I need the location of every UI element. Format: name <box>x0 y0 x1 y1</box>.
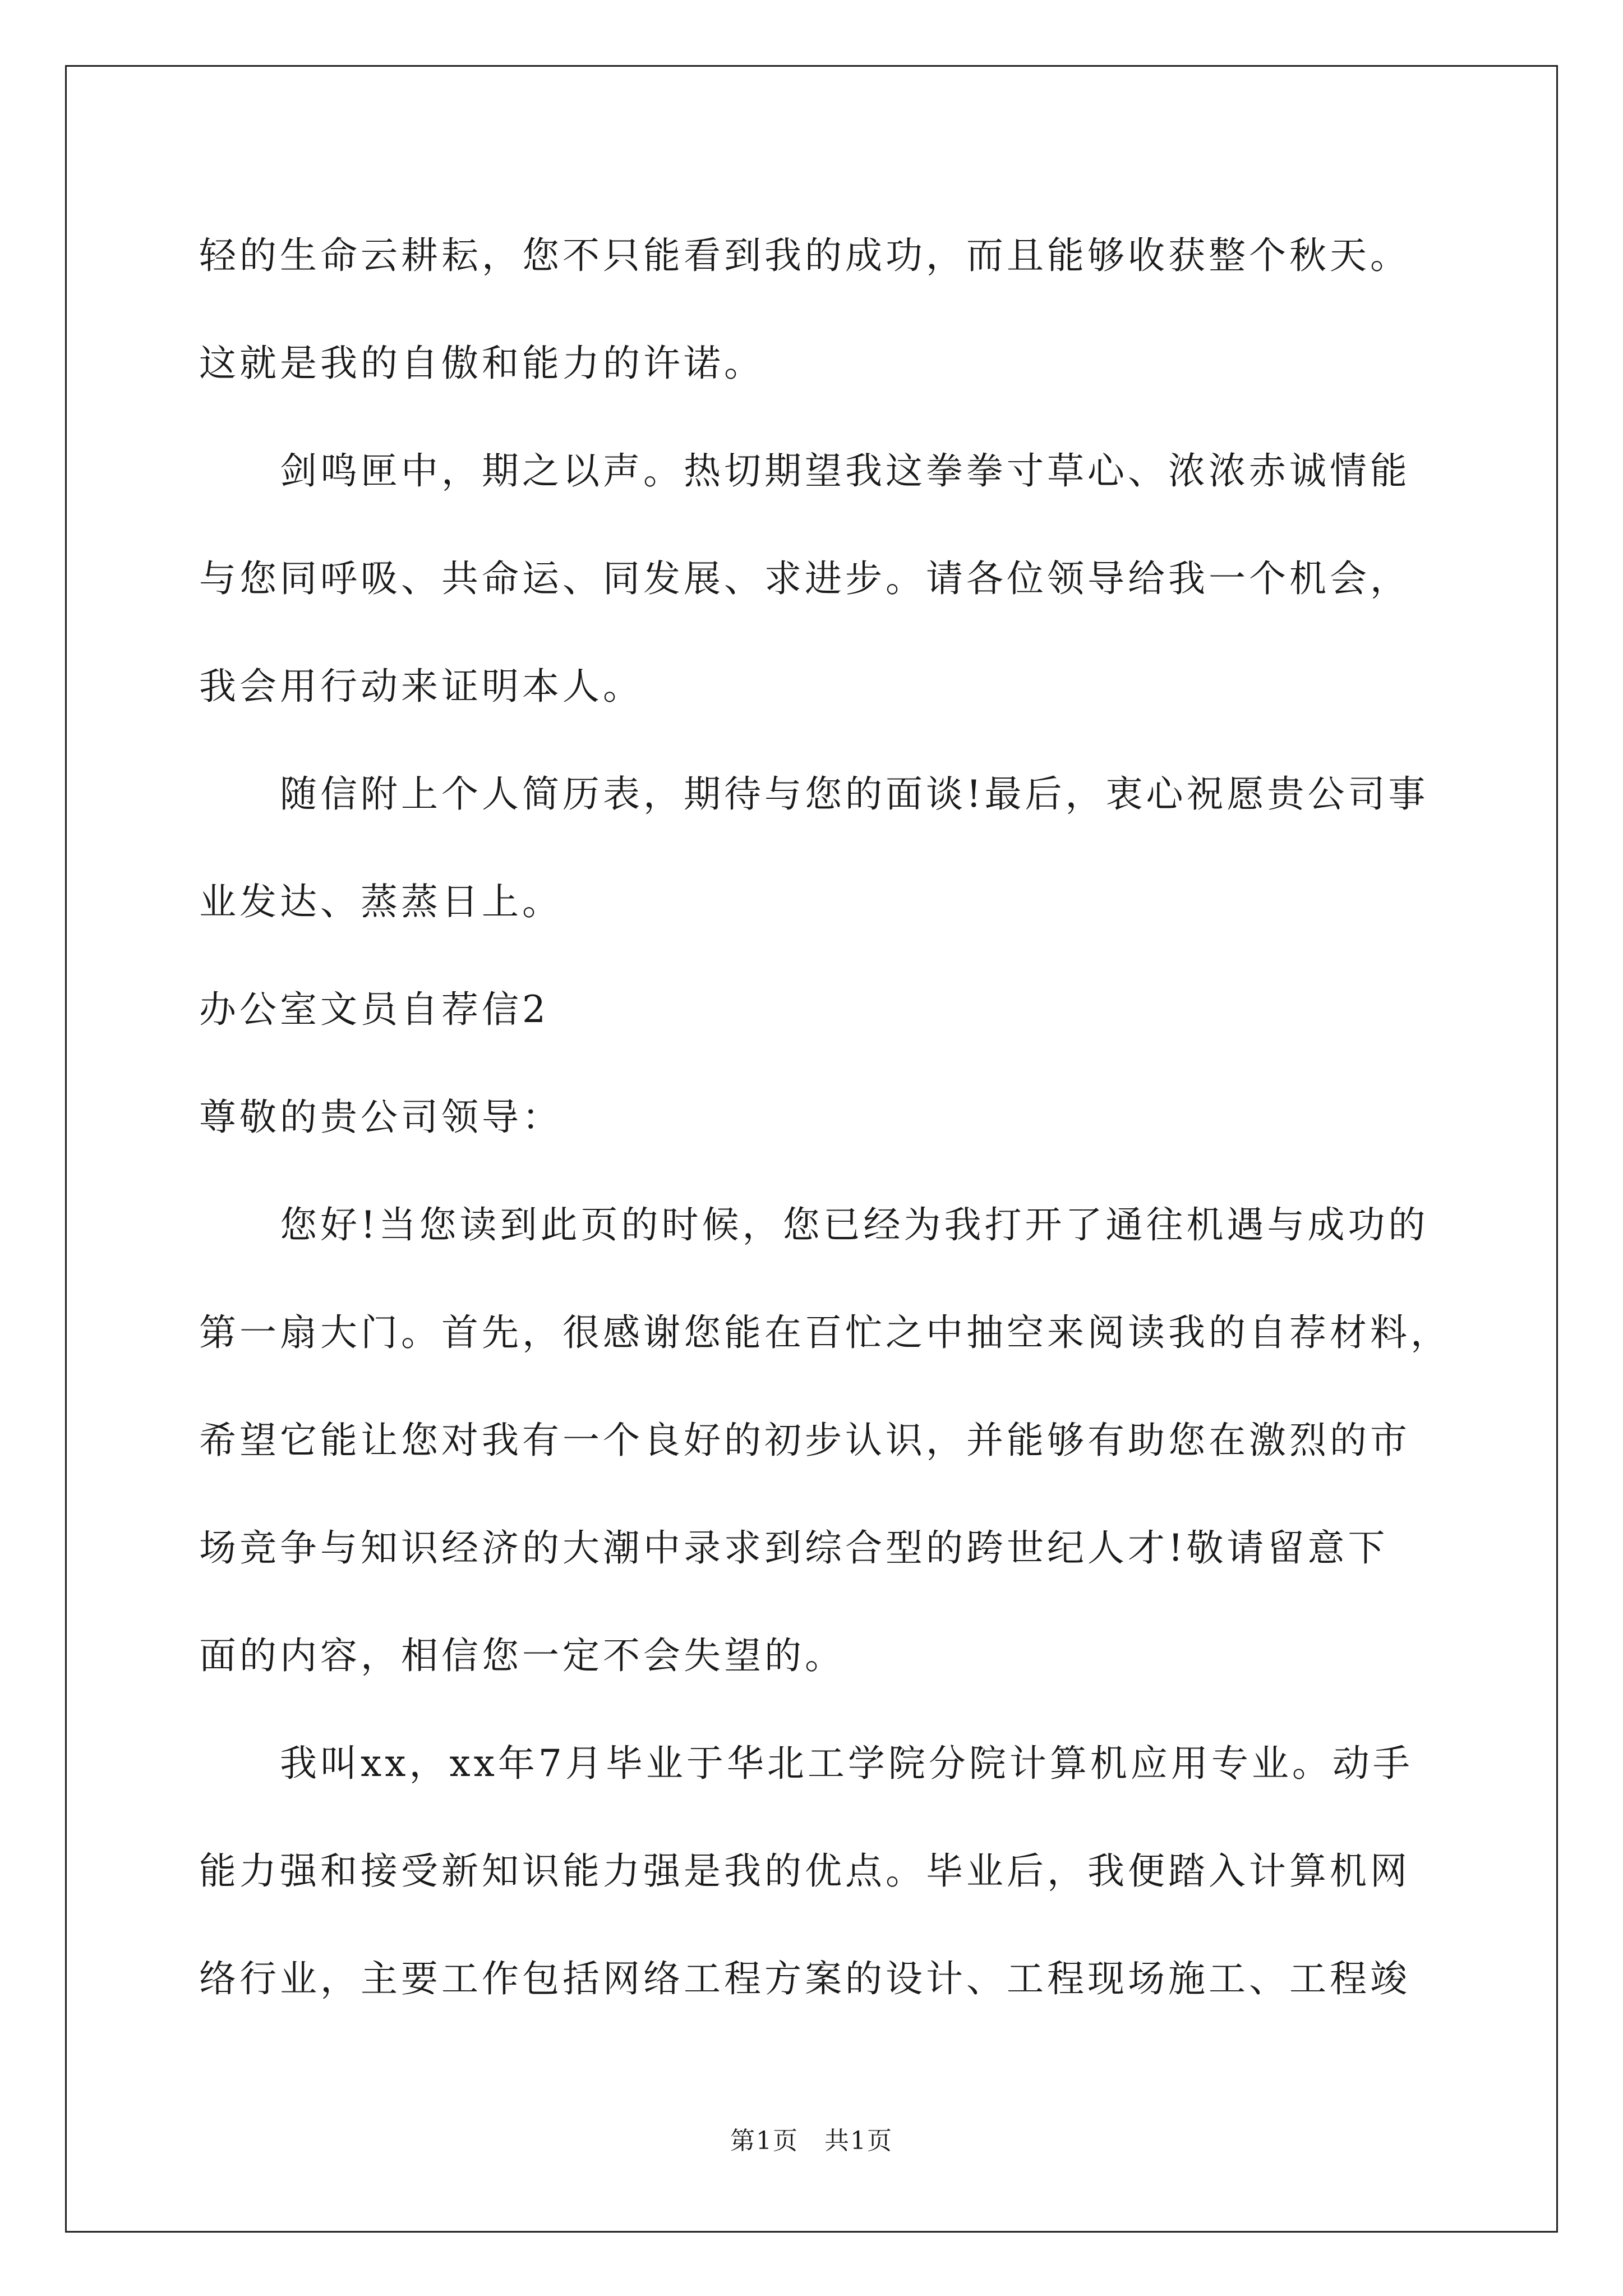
page-number-footer: 第1页 共1页 <box>730 2127 893 2155</box>
text-line: 与您同呼吸、共命运、同发展、求进步。请各位领导给我一个机会， <box>199 557 1410 600</box>
paragraph-start: 随信附上个人简历表，期待与您的面谈!最后，衷心祝愿贵公司事 <box>280 772 1429 816</box>
text-line: 希望它能让您对我有一个良好的初步认识，并能够有助您在激烈的市 <box>199 1419 1410 1462</box>
paragraph-start: 我叫xx，xx年7月毕业于华北工学院分院计算机应用专业。动手 <box>280 1742 1413 1785</box>
text-line: 业发达、蒸蒸日上。 <box>199 880 562 923</box>
text-line: 轻的生命云耕耘，您不只能看到我的成功，而且能够收获整个秋天。 <box>199 234 1410 277</box>
text-line: 能力强和接受新知识能力强是我的优点。毕业后，我便踏入计算机网 <box>199 1849 1410 1893</box>
text-line: 络行业，主要工作包括网络工程方案的设计、工程现场施工、工程竣 <box>199 1957 1410 2000</box>
paragraph-start: 剑鸣匣中，期之以声。热切期望我这拳拳寸草心、浓浓赤诚情能 <box>280 449 1410 493</box>
text-line: 面的内容，相信您一定不会失望的。 <box>199 1634 845 1677</box>
document-body <box>199 202 1451 2033</box>
text-line: 场竞争与知识经济的大潮中录求到综合型的跨世纪人才!敬请留意下 <box>199 1526 1389 1570</box>
salutation: 尊敬的贵公司领导： <box>199 1096 562 1139</box>
paragraph-start: 您好!当您读到此页的时候，您已经为我打开了通往机遇与成功的 <box>280 1203 1429 1246</box>
text-line: 这就是我的自傲和能力的许诺。 <box>199 342 764 385</box>
text-line: 我会用行动来证明本人。 <box>199 665 643 708</box>
text-line: 第一扇大门。首先，很感谢您能在百忙之中抽空来阅读我的自荐材料， <box>199 1311 1451 1354</box>
section-title: 办公室文员自荐信2 <box>199 988 549 1031</box>
